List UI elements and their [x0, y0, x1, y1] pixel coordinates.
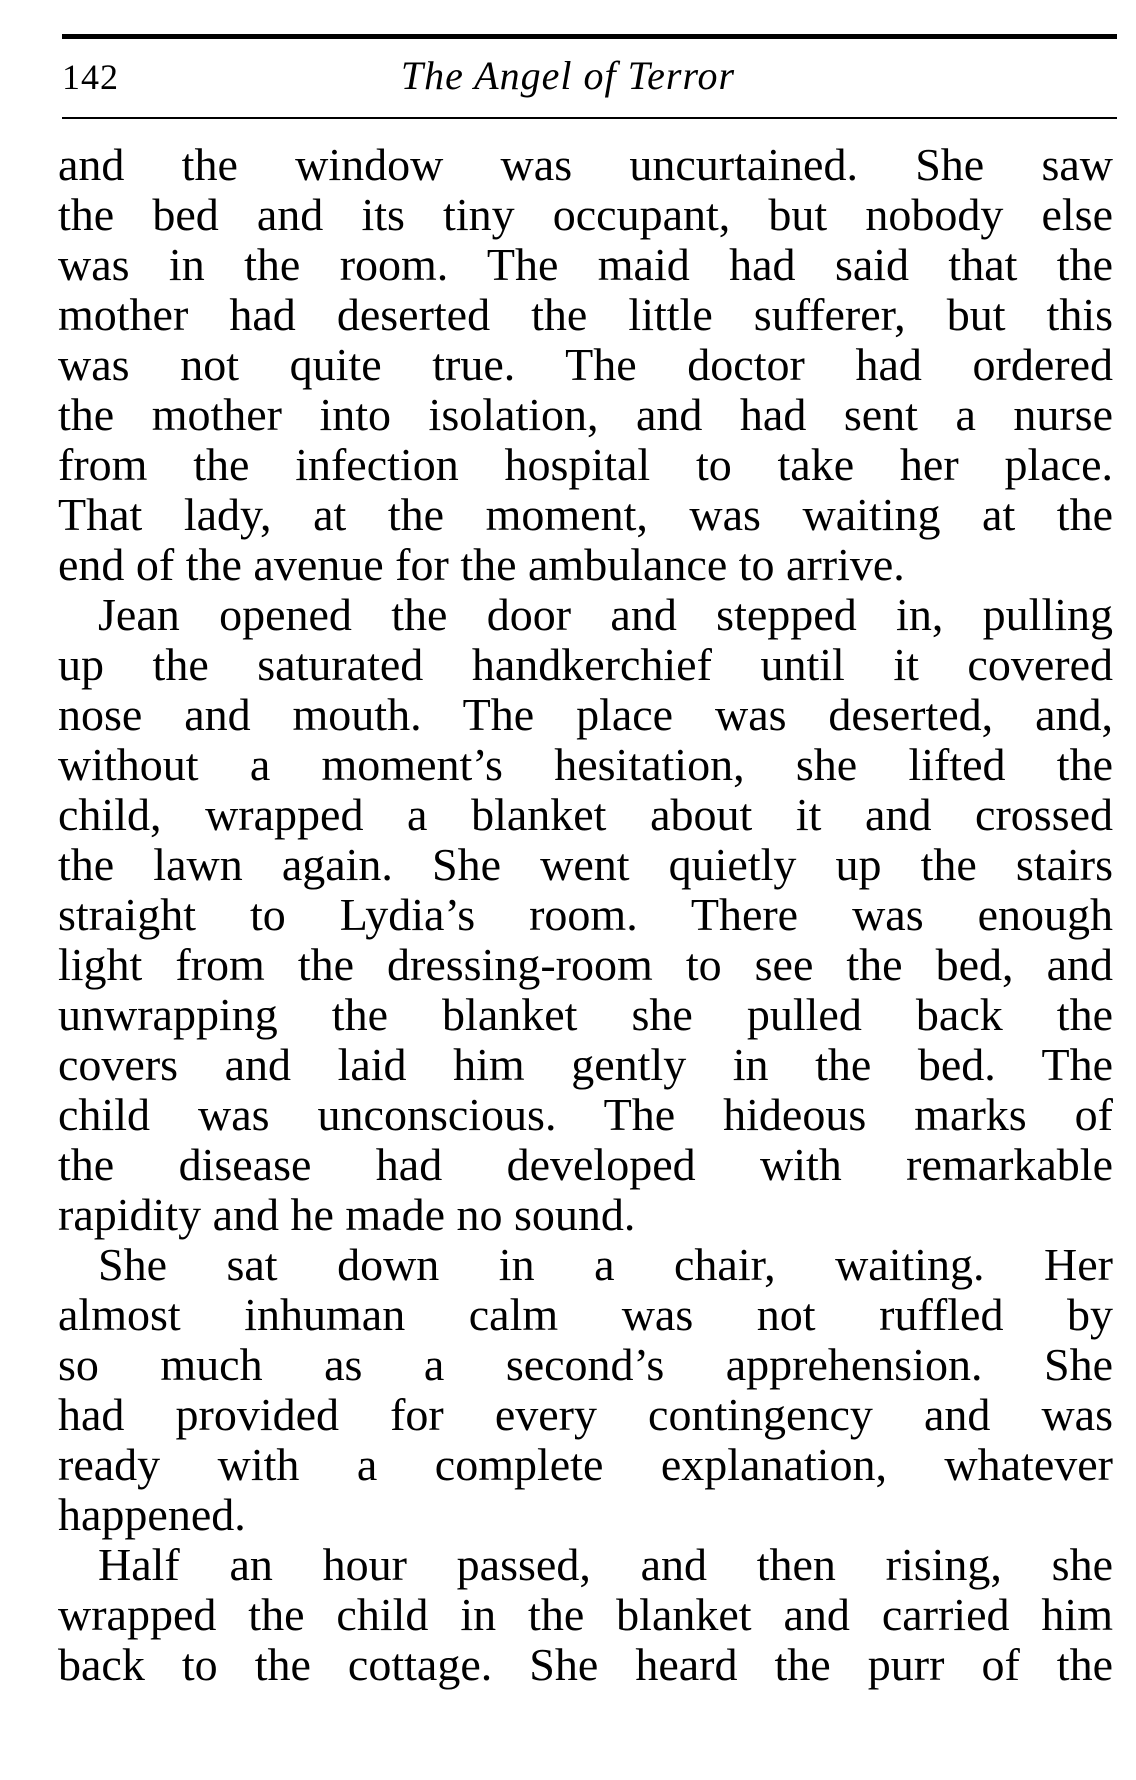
- text-line: the mother into isolation, and had sent a nurse: [58, 390, 1113, 440]
- text-line: light from the dressing-room to see the bed, and: [58, 940, 1113, 990]
- text-line: was not quite true. The doctor had ordered: [58, 340, 1113, 390]
- text-line: happened.: [58, 1490, 246, 1540]
- text-line: Half an hour passed, and then rising, she: [98, 1540, 1113, 1590]
- text-line: child, wrapped a blanket about it and crossed: [58, 790, 1113, 840]
- text-line: unwrapping the blanket she pulled back the: [58, 990, 1113, 1040]
- text-line: mother had deserted the little sufferer, but this: [58, 290, 1113, 340]
- text-line: That lady, at the moment, was waiting at the: [58, 490, 1113, 540]
- text-line: nose and mouth. The place was deserted, and,: [58, 690, 1113, 740]
- paragraph: [58, 1240, 1113, 1540]
- text-line: rapidity and he made no sound.: [58, 1190, 636, 1240]
- text-line: the bed and its tiny occupant, but nobody else: [58, 190, 1113, 240]
- header-rule-bottom: [62, 117, 1117, 119]
- text-line: the disease had developed with remarkable: [58, 1140, 1113, 1190]
- text-line: the lawn again. She went quietly up the stairs: [58, 840, 1113, 890]
- text-line: She sat down in a chair, waiting. Her: [98, 1240, 1113, 1290]
- paragraph: [58, 590, 1113, 1240]
- text-line: Jean opened the door and stepped in, pulling: [98, 590, 1113, 640]
- body-text: [58, 140, 1113, 1690]
- text-line: back to the cottage. She heard the purr of the: [58, 1640, 1113, 1690]
- text-line: was in the room. The maid had said that the: [58, 240, 1113, 290]
- text-line: ready with a complete explanation, whatever: [58, 1440, 1113, 1490]
- header-rule-top: [62, 34, 1117, 39]
- running-title: The Angel of Terror: [400, 53, 736, 98]
- text-line: without a moment’s hesitation, she lifted the: [58, 740, 1113, 790]
- paragraph: [58, 140, 1113, 590]
- text-line: from the infection hospital to take her place.: [58, 440, 1113, 490]
- text-line: covers and laid him gently in the bed. The: [58, 1040, 1113, 1090]
- text-line: had provided for every contingency and was: [58, 1390, 1113, 1440]
- text-line: straight to Lydia’s room. There was enough: [58, 890, 1113, 940]
- text-line: so much as a second’s apprehension. She: [58, 1340, 1113, 1390]
- text-line: almost inhuman calm was not ruffled by: [58, 1290, 1113, 1340]
- paragraph: [58, 1540, 1113, 1690]
- text-line: wrapped the child in the blanket and carried him: [58, 1590, 1113, 1640]
- text-line: end of the avenue for the ambulance to arrive.: [58, 540, 905, 590]
- page-number: 142: [62, 57, 119, 97]
- text-line: up the saturated handkerchief until it covered: [58, 640, 1113, 690]
- text-line: child was unconscious. The hideous marks of: [58, 1090, 1113, 1140]
- text-line: and the window was uncurtained. She saw: [58, 140, 1113, 190]
